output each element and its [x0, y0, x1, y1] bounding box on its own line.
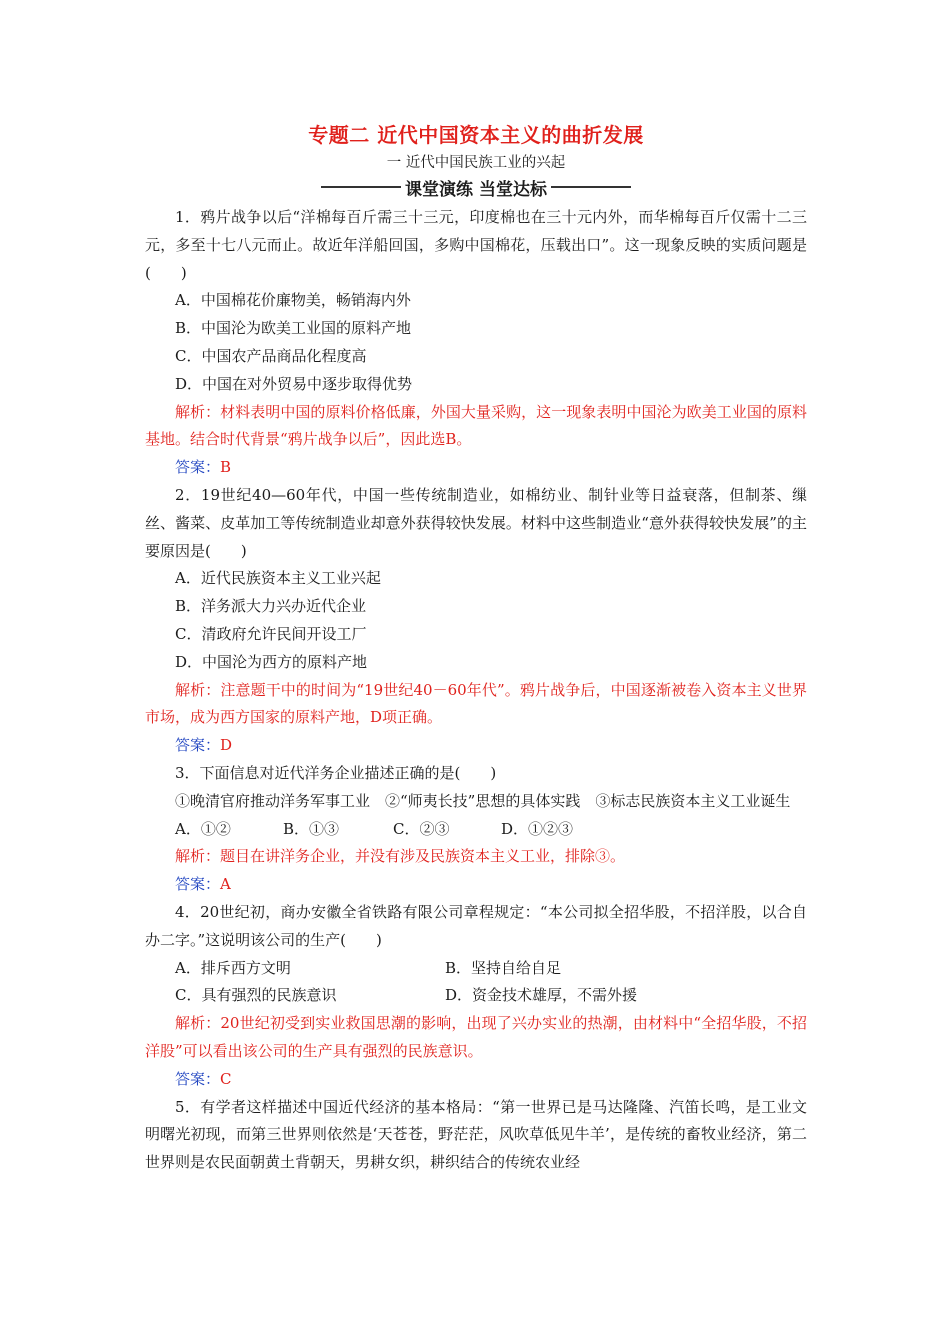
answer-value: B [220, 458, 232, 477]
answer-value: A [220, 875, 231, 894]
question-5-stem: 5．有学者这样描述中国近代经济的基本格局：“第一世界已是马达隆隆、汽笛长鸣，是工业文明曙光初现，而第三世界则依然是‘天苍苍，野茫茫，风吹草低见牛羊’，是传统的畜牧业经济，第二世界则是农民面朝黄土背朝天，男耕女织，耕织结合的传统农业经 [145, 1097, 807, 1172]
question-4-options-row-1 [145, 955, 807, 983]
question-3-option-b: B．①③ [283, 819, 340, 838]
question-2-stem: 2．19世纪40—60年代，中国一些传统制造业，如棉纺业、制针业等日益衰落，但制茶、缫丝、酱菜、皮革加工等传统制造业却意外获得较快发展。材料中这些制造业“意外获得较快发展”的主要原因是( ) [145, 485, 807, 560]
question-1-option-a: A．中国棉花价廉物美，畅销海内外 [175, 291, 411, 310]
question-2-option-d: D．中国沦为西方的原料产地 [175, 652, 368, 671]
question-1-answer [145, 454, 807, 482]
section-subtitle: 一 近代中国民族工业的兴起 [386, 155, 566, 171]
answer-value: C [220, 1069, 232, 1088]
question-3-stem: 3．下面信息对近代洋务企业描述正确的是( ) [175, 763, 497, 782]
question-3-info: ①晚清官府推动洋务军事工业 ②“师夷长技”思想的具体实践 ③标志民族资本主义工业诞生 [175, 791, 791, 810]
question-4-analysis: 解析：20世纪初受到实业救国思潮的影响，出现了兴办实业的热潮，由材料中“全招华股，不招洋股”可以看出该公司的生产具有强烈的民族意识。 [145, 1014, 807, 1060]
question-2-option-b: B．洋务派大力兴办近代企业 [175, 597, 367, 616]
answer-label: 答案： [175, 458, 221, 477]
question-3-analysis: 解析：题目在讲洋务企业，并没有涉及民族资本主义工业，排除③。 [175, 847, 626, 866]
document-page [145, 120, 807, 1177]
answer-label: 答案： [175, 875, 221, 894]
page-title: 专题二 近代中国资本主义的曲折发展 [308, 123, 644, 147]
question-3-options [145, 816, 807, 844]
banner-text: 课堂演练 当堂达标 [405, 179, 547, 200]
question-2-analysis: 解析：注意题干中的时间为“19世纪40－60年代”。鸦片战争后，中国逐渐被卷入资本主义世界市场，成为西方国家的原料产地，D项正确。 [145, 680, 807, 727]
question-4-option-a: A．排斥西方文明 [175, 958, 291, 977]
question-1-option-b: B．中国沦为欧美工业国的原料产地 [175, 319, 412, 338]
banner-left-rule [321, 186, 401, 188]
question-1-stem: 1．鸦片战争以后“洋棉每百斤需三十三元，印度棉也在三十元内外，而华棉每百斤仅需十二三元，多至十七八元而止。故近年洋船回国，多购中国棉花，压载出口”。这一现象反映的实质问题是( ) [145, 208, 807, 282]
answer-value: D [220, 736, 233, 755]
question-4-stem: 4．20世纪初，商办安徽全省铁路有限公司章程规定：“本公司拟全招华股，不招洋股，以合自办二字。”这说明该公司的生产( ) [145, 902, 807, 949]
question-4-option-c: C．具有强烈的民族意识 [175, 986, 337, 1005]
questions [145, 204, 807, 1177]
question-2-option-a: A．近代民族资本主义工业兴起 [175, 569, 381, 588]
question-3-option-a: A．①② [175, 819, 231, 838]
question-4-answer [145, 1066, 807, 1094]
answer-label: 答案： [175, 736, 221, 755]
question-3-option-d: D．①②③ [501, 819, 574, 838]
question-1-option-d: D．中国在对外贸易中逐步取得优势 [175, 374, 413, 393]
question-3-answer [145, 871, 807, 899]
question-4-options-row-2 [145, 982, 807, 1010]
question-2-option-c: C．清政府允许民间开设工厂 [175, 624, 367, 643]
question-3-option-c: C．②③ [393, 819, 450, 838]
question-1-option-c: C．中国农产品商品化程度高 [175, 346, 367, 365]
section-banner [145, 174, 807, 200]
answer-label: 答案： [175, 1069, 221, 1088]
banner-right-rule [551, 186, 631, 188]
question-1-analysis: 解析：材料表明中国的原料价格低廉，外国大量采购，这一现象表明中国沦为欧美工业国的原料基地。结合时代背景“鸦片战争以后”，因此选B。 [145, 402, 807, 449]
question-4-option-b: B．坚持自给自足 [445, 958, 562, 977]
question-2-answer [145, 732, 807, 760]
question-4-option-d: D．资金技术雄厚，不需外援 [445, 986, 638, 1005]
